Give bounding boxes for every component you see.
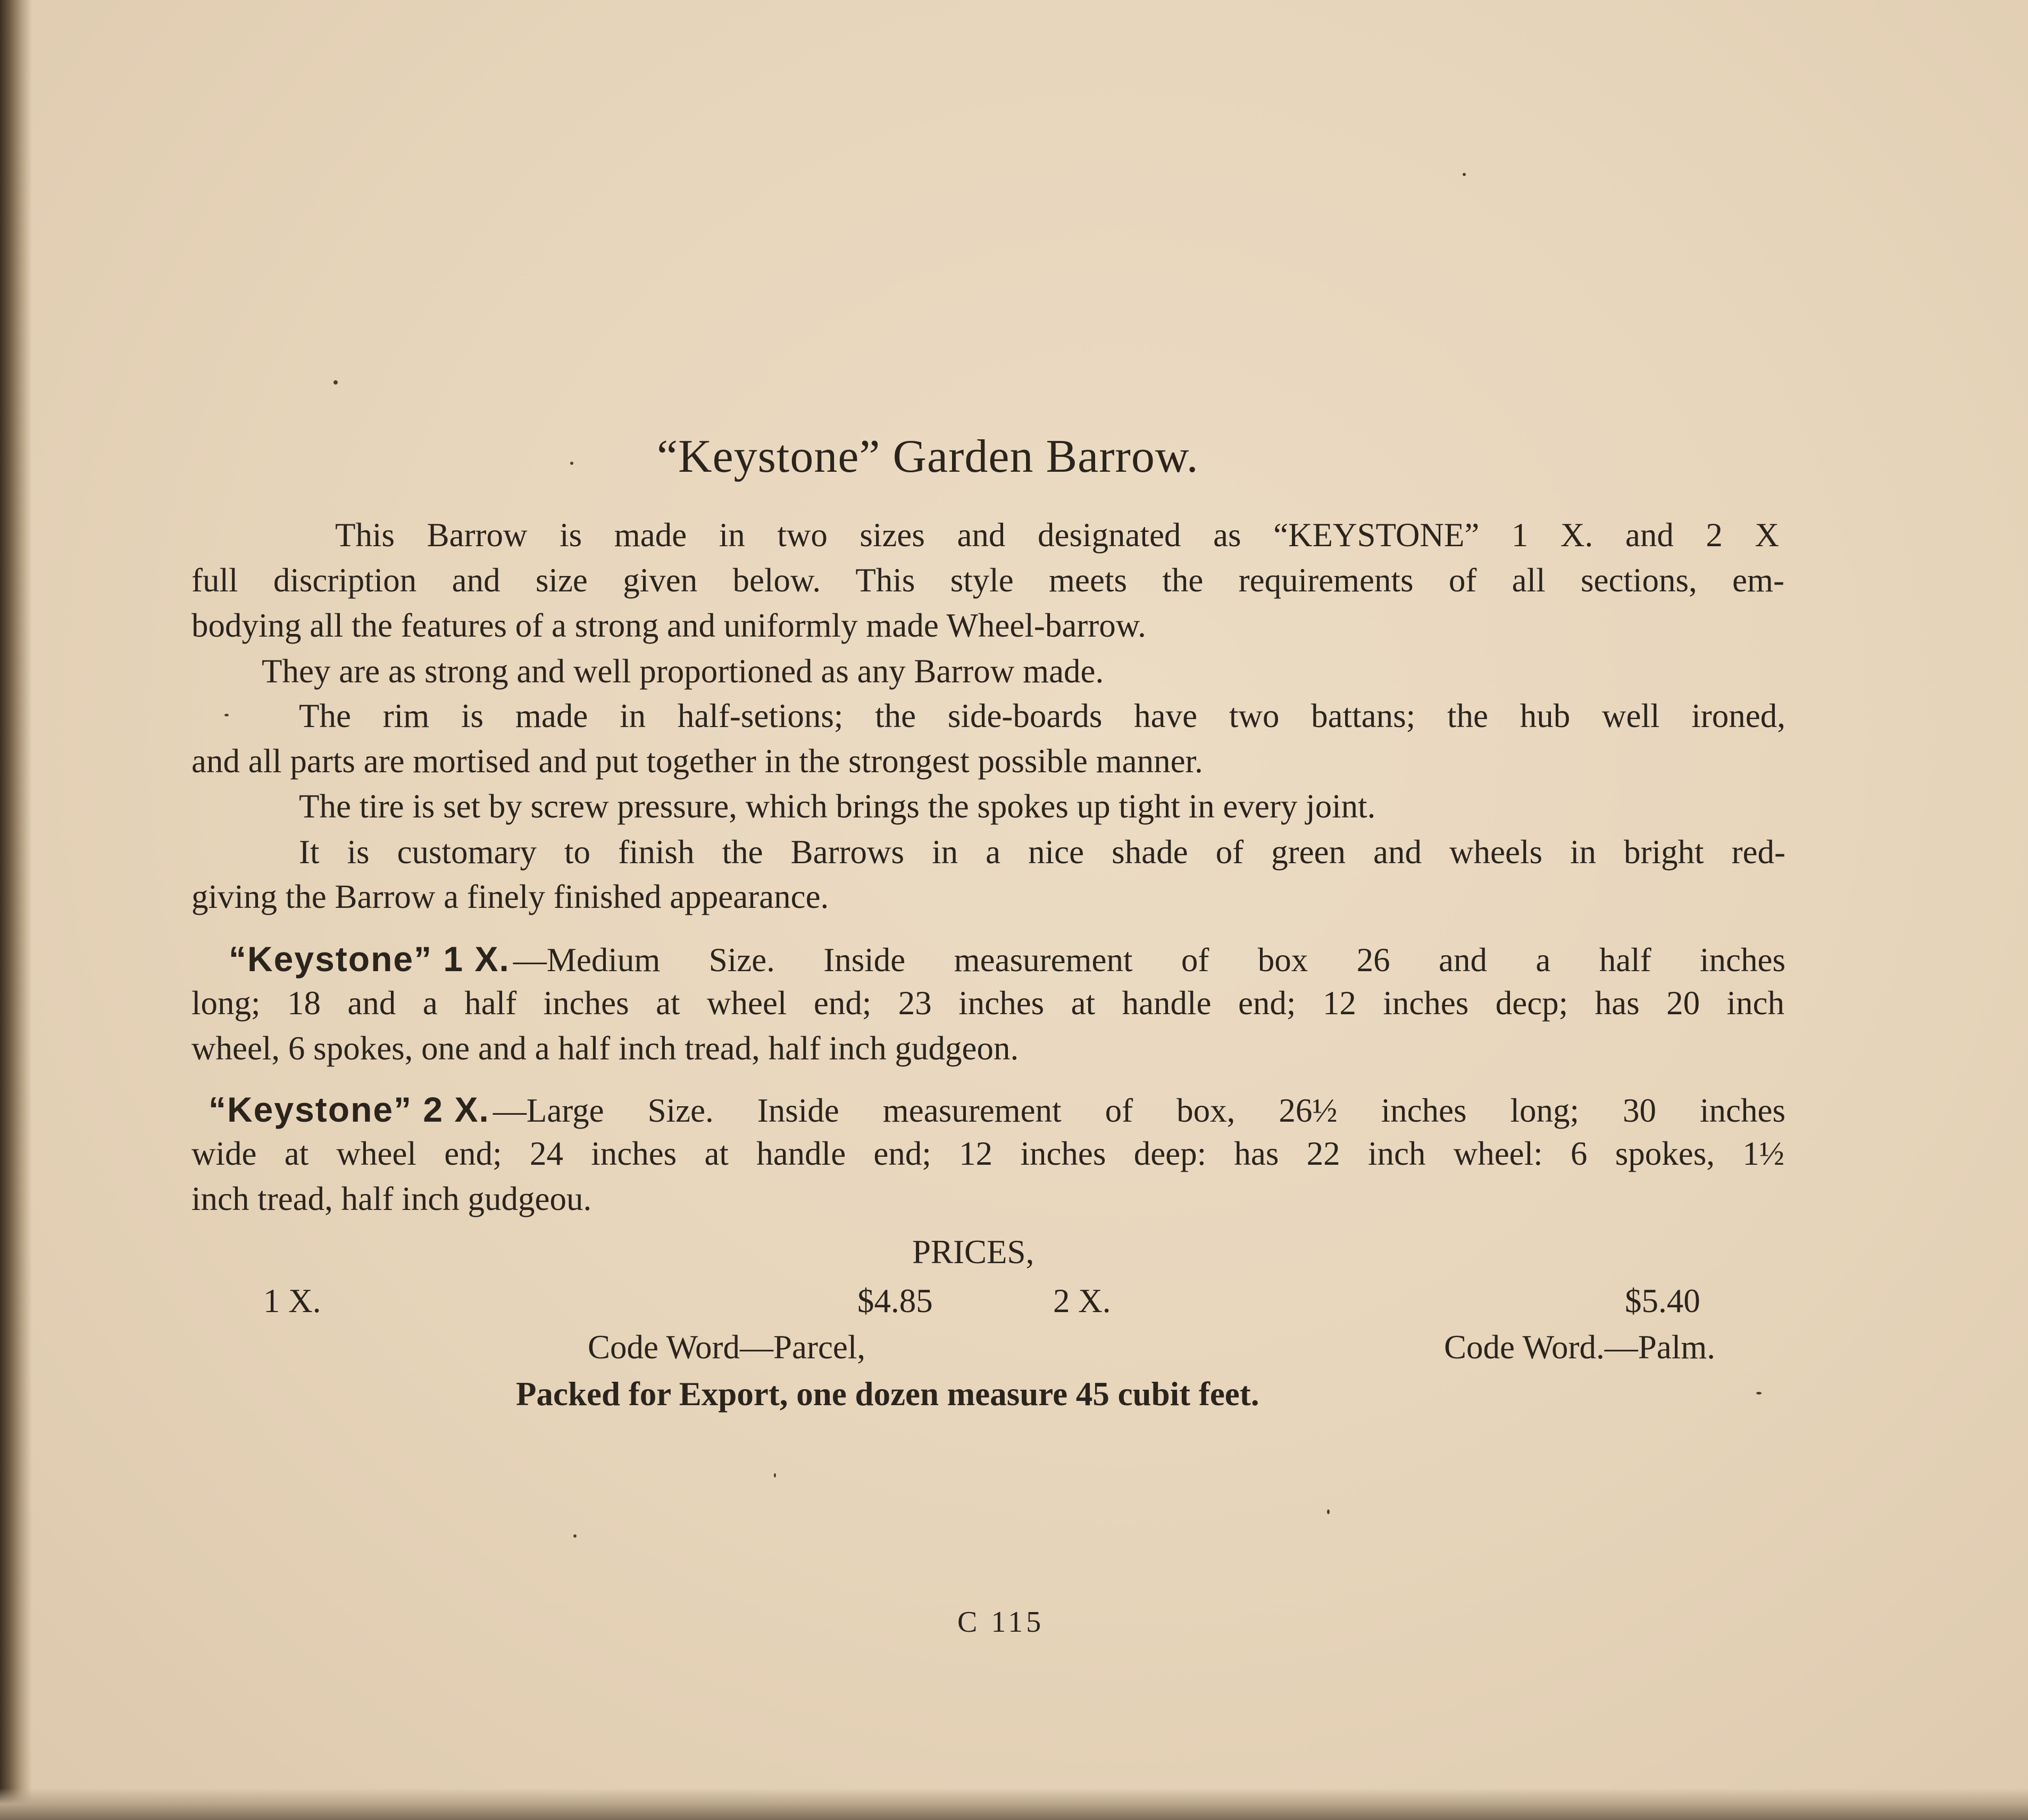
model-1x-name: “Keystone” 1 X. <box>229 939 510 979</box>
model-1x-desc-1: —Medium Size. Inside measurement of box 26 and a half inches <box>513 941 1785 979</box>
code-word-1x: Code Word—Parcel, <box>588 1329 866 1366</box>
intro-line-6: and all parts are mortised and put together in the strongest possible manner. <box>191 742 1203 780</box>
model-2x-line-1 <box>208 1089 1785 1130</box>
intro-line-1: This Barrow is made in two sizes and designated as “KEYSTONE” 1 X. and 2 X <box>335 516 1779 554</box>
paper-speck <box>1756 1392 1762 1395</box>
intro-line-8: It is customary to finish the Barrows in a nice shade of green and wheels in bright red- <box>299 833 1785 871</box>
price-2x-value: $5.40 <box>1625 1282 1700 1320</box>
packing-note: Packed for Export, one dozen measure 45 cubit feet. <box>516 1375 1259 1413</box>
price-1x-label: 1 X. <box>263 1282 321 1320</box>
prices-heading: PRICES, <box>912 1233 1034 1271</box>
paper-speck <box>1327 1509 1330 1514</box>
intro-line-7: The tire is set by screw pressure, which brings the spokes up tight in every joint. <box>299 788 1376 825</box>
price-1x-value: $4.85 <box>857 1282 933 1320</box>
page-folio: C 115 <box>957 1606 1045 1639</box>
paper-speck <box>774 1473 776 1477</box>
intro-line-9: giving the Barrow a finely finished appearance. <box>191 878 829 915</box>
model-2x-name: “Keystone” 2 X. <box>208 1090 490 1129</box>
intro-line-3: bodying all the features of a strong and uniformly made Wheel-barrow. <box>191 607 1146 644</box>
model-2x-line-3: inch tread, half inch gudgeou. <box>191 1180 592 1217</box>
paper-speck <box>333 380 338 385</box>
paper-speck <box>224 714 229 716</box>
page-bottom-edge <box>0 1788 2028 1820</box>
intro-line-2: full discription and size given below. This style meets the requirements of all sections, em- <box>191 562 1784 599</box>
model-1x-line-3: wheel, 6 spokes, one and a half inch tread, half inch gudgeon. <box>191 1030 1019 1067</box>
intro-line-5: The rim is made in half-setions; the side-boards have two battans; the hub well ironed, <box>299 697 1785 734</box>
intro-line-4: They are as strong and well proportioned as any Barrow made. <box>262 653 1104 690</box>
price-2x-label: 2 X. <box>1053 1282 1111 1320</box>
paper-speck <box>573 1534 577 1538</box>
page-title: “Keystone” Garden Barrow. <box>657 431 1199 482</box>
code-word-2x: Code Word.—Palm. <box>1444 1329 1715 1366</box>
book-gutter-shadow <box>0 0 32 1820</box>
model-2x-desc-1: —Large Size. Inside measurement of box, 26½ inches long; 30 inches <box>493 1092 1785 1129</box>
model-1x-line-2: long; 18 and a half inches at wheel end; 23 inches at handle end; 12 inches decp; has 20 inch <box>191 984 1784 1022</box>
model-1x-line-1 <box>229 939 1785 980</box>
model-2x-line-2: wide at wheel end; 24 inches at handle end; 12 inches deep: has 22 inch wheel: 6 spokes, 1½ <box>191 1135 1784 1172</box>
paper-speck <box>570 462 573 465</box>
paper-speck <box>1463 173 1466 176</box>
